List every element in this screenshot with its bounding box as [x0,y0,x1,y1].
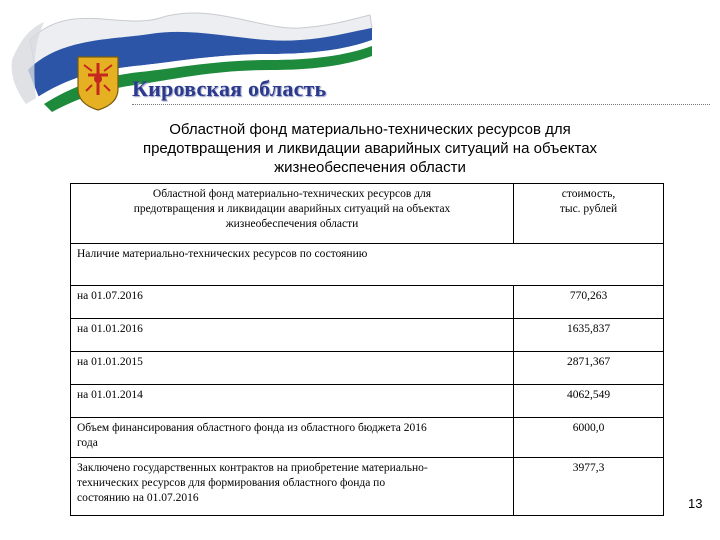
row-date: на 01.07.2016 [71,286,514,319]
contracts-line: Заключено государственных контрактов на приобретение материально- [77,462,428,474]
header-resource-cell [71,184,514,244]
slide-heading [80,120,660,177]
header-line: жизнеобеспечения области [225,218,359,230]
header-line: предотвращения и ликвидации аварийных ситуаций на объектах [133,203,451,215]
header-cost-cell [514,184,664,244]
title-divider [132,104,710,105]
contracts-line: состоянию на 01.07.2016 [77,492,199,504]
row-value: 770,263 [514,286,664,319]
header-line: тыс. рублей [559,203,618,215]
header-line: Областной фонд материально-технических ресурсов для [152,188,432,200]
heading-line: предотвращения и ликвидации аварийных ситуаций на объектах [142,140,598,157]
financing-row [71,418,664,458]
financing-value: 6000,0 [514,418,664,458]
row-date: на 01.01.2014 [71,385,514,418]
page-number: 13 [688,496,703,511]
contracts-value: 3977,3 [514,458,664,516]
contracts-label [71,458,514,516]
financing-line: Объем финансирования областного фонда из областного бюджета 2016 [77,422,427,434]
financing-label [71,418,514,458]
row-date: на 01.01.2015 [71,352,514,385]
header-line: стоимость, [561,188,616,200]
contracts-line: технических ресурсов для формирования областного фонда по [77,477,386,489]
section-row [71,244,664,286]
row-value: 2871,367 [514,352,664,385]
heading-line: Областной фонд материально-технических ресурсов для [169,121,571,138]
table-header-row [71,184,664,244]
row-value: 4062,549 [514,385,664,418]
section-label: Наличие материально-технических ресурсов по состоянию [71,244,664,286]
row-date: на 01.01.2016 [71,319,514,352]
contracts-row [71,458,664,516]
resources-table [70,183,664,516]
table-row [71,319,664,352]
table-row [71,286,664,319]
table-row [71,385,664,418]
coat-of-arms-icon [76,55,120,111]
row-value: 1635,837 [514,319,664,352]
financing-line: года [77,437,98,449]
table-row [71,352,664,385]
region-title: Кировская область [132,76,327,101]
heading-line: жизнеобеспечения области [274,159,466,176]
